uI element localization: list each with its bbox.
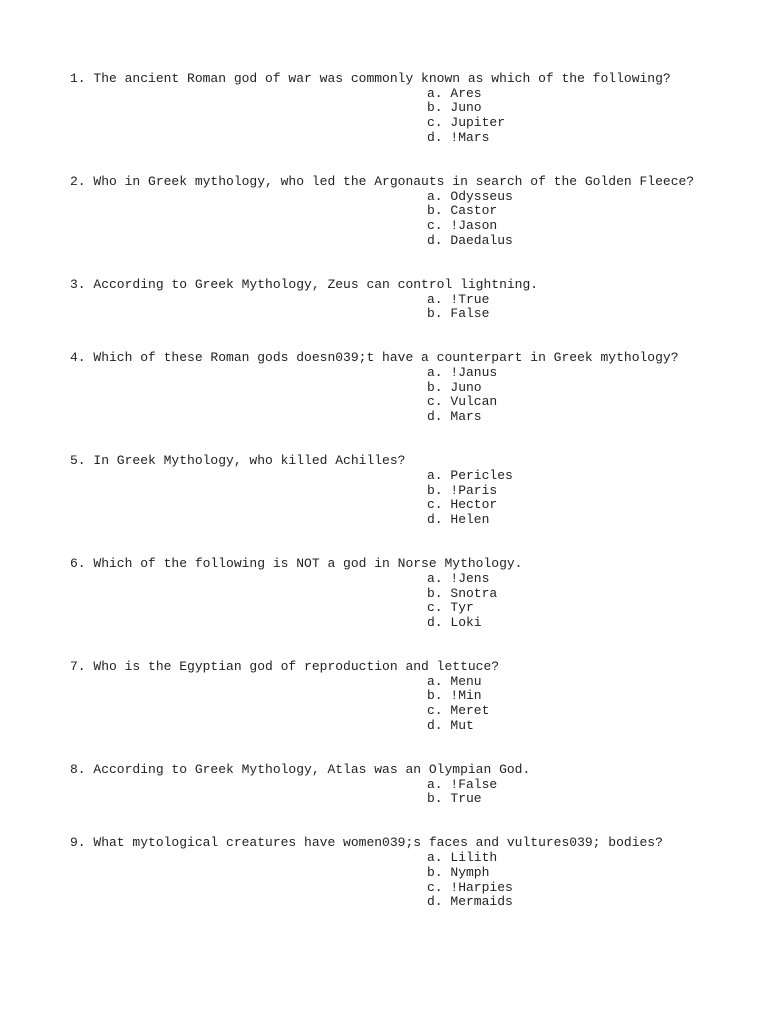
question-text: 3. According to Greek Mythology, Zeus can control lightning.	[70, 276, 539, 292]
answer-option: d. Mermaids	[427, 894, 513, 910]
question-text: 2. Who in Greek mythology, who led the Argonauts in search of the Golden Fleece?	[70, 173, 695, 189]
question-7	[70, 660, 730, 734]
question-6	[70, 557, 730, 631]
answer-option: b. Juno	[427, 379, 482, 395]
answer-option: b. Juno	[427, 100, 482, 116]
answer-option: d. Mars	[427, 409, 482, 425]
answer-option: d. Daedalus	[427, 232, 513, 248]
answer-options	[70, 87, 730, 146]
question-2	[70, 175, 730, 249]
question-9	[70, 836, 730, 910]
answer-options	[70, 293, 730, 322]
question-8	[70, 763, 730, 807]
answer-option: a. !Jens	[427, 570, 490, 586]
answer-option: b. !Paris	[427, 482, 498, 498]
answer-option: b. False	[427, 306, 490, 322]
answer-options	[70, 675, 730, 734]
question-3	[70, 278, 730, 322]
answer-option: a. Menu	[427, 673, 482, 689]
answer-option: b. Castor	[427, 203, 498, 219]
question-text: 7. Who is the Egyptian god of reproduction and lettuce?	[70, 659, 500, 675]
question-1	[70, 72, 730, 146]
question-text: 4. Which of these Roman gods doesn039;t have a counterpart in Greek mythology?	[70, 350, 679, 366]
answer-option: a. !Janus	[427, 365, 498, 381]
question-text: 1. The ancient Roman god of war was commonly known as which of the following?	[70, 71, 671, 86]
question-5	[70, 454, 730, 528]
answer-option: c. Vulcan	[427, 394, 498, 410]
answer-option: a. Pericles	[427, 467, 513, 483]
answer-option: d. Helen	[427, 512, 490, 528]
answer-options	[70, 572, 730, 631]
answer-option: d. Mut	[427, 717, 474, 733]
answer-option: c. !Jason	[427, 218, 498, 234]
answer-option: a. Ares	[427, 85, 482, 101]
question-4	[70, 351, 730, 425]
answer-option: b. Snotra	[427, 585, 498, 601]
answer-options	[70, 190, 730, 249]
answer-options	[70, 778, 730, 807]
answer-option: a. !True	[427, 291, 490, 307]
answer-option: c. Hector	[427, 497, 498, 513]
answer-option: b. True	[427, 791, 482, 807]
question-text: 8. According to Greek Mythology, Atlas was an Olympian God.	[70, 761, 531, 777]
question-text: 6. Which of the following is NOT a god in Norse Mythology.	[70, 556, 523, 572]
answer-option: c. !Harpies	[427, 879, 513, 895]
answer-option: c. Meret	[427, 703, 490, 719]
quiz-document	[70, 72, 730, 910]
answer-option: c. Tyr	[427, 600, 474, 616]
question-text: 9. What mytological creatures have women039;s faces and vultures039; bodies?	[70, 835, 663, 851]
answer-option: a. Odysseus	[427, 188, 513, 204]
answer-option: b. Nymph	[427, 864, 490, 880]
answer-options	[70, 469, 730, 528]
answer-option: b. !Min	[427, 688, 482, 704]
answer-option: a. !False	[427, 776, 498, 792]
answer-option: c. Jupiter	[427, 115, 506, 131]
answer-option: d. Loki	[427, 614, 482, 630]
question-text: 5. In Greek Mythology, who killed Achilles?	[70, 453, 406, 469]
answer-options	[70, 366, 730, 425]
answer-option: d. !Mars	[427, 129, 490, 145]
answer-option: a. Lilith	[427, 850, 498, 866]
answer-options	[70, 851, 730, 910]
